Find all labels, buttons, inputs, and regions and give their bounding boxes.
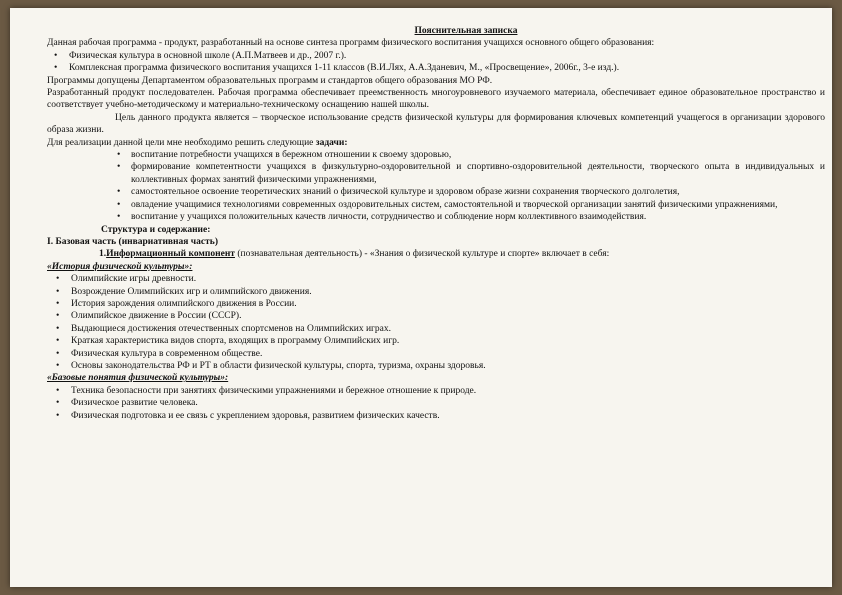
document-content <box>47 25 825 422</box>
tasks-intro <box>47 137 825 149</box>
list-item: • Техника безопасности при занятиях физическими упражнениями и бережное отношение к природе. <box>51 385 825 397</box>
basics-heading: «Базовые понятия физической культуры»: <box>47 373 229 384</box>
list-item: • Краткая характеристика видов спорта, входящих в программу Олимпийских игр. <box>51 335 825 347</box>
component-description: (познавательная деятельность) - «Знания о физической культуре и спорте» включает в себя: <box>234 249 610 260</box>
list-item: • Физическая культура в основной школе (А.П.Матвеев и др., 2007 г.). <box>47 50 825 62</box>
tasks-list <box>113 149 825 223</box>
tasks-intro-keyword: задачи: <box>315 137 348 148</box>
structure-heading: Структура и содержание: <box>101 224 211 235</box>
component-paragraph <box>47 248 825 260</box>
intro-paragraph: Данная рабочая программа - продукт, разработанный на основе синтеза программ физического воспитания учащихся основного общего образования: <box>47 38 655 49</box>
list-item: • Олимпийские игры древности. <box>51 273 825 285</box>
developed-paragraph: Разработанный продукт последователен. Рабочая программа обеспечивает преемственность многоуровневого изучаемого материала, обеспечивает единое образовательное пространство и соответствует учебно-методическому и материально-техническому оснащению нашей школы. <box>47 88 825 111</box>
approved-paragraph: Программы допущены Департаментом образовательных программ и стандартов общего образования МО РФ. <box>47 75 493 86</box>
component-name: Информационный компонент <box>106 249 235 260</box>
list-item: • История зарождения олимпийского движения в России. <box>51 298 825 310</box>
list-item: • воспитание у учащихся положительных качеств личности, сотрудничество и соблюдение норм коллективного взаимодействия. <box>113 211 825 223</box>
list-item: • Физическая подготовка и ее связь с укреплением здоровья, развитием физических качеств. <box>51 410 825 422</box>
list-item: • воспитание потребности учащихся в бережном отношении к своему здоровью, <box>113 149 825 161</box>
component-number: 1. <box>99 249 107 260</box>
basics-list <box>51 385 825 422</box>
history-list <box>51 273 825 372</box>
list-item: • Комплексная программа физического воспитания учащихся 1-11 классов (В.И.Лях, А.А.Зданевич, М., «Просвещение», 2006г., 3-е изд.). <box>47 62 825 74</box>
list-item: • самостоятельное освоение теоретических знаний о физической культуре и здоровом образе жизни сохранения творческого долголетия, <box>113 186 825 198</box>
list-item: • формирование компетентности учащихся в физкультурно-оздоровительной и спортивно-оздоровительной деятельности, творческого опыта в индивидуальных и коллективных формах занятий физическими упражнениями, <box>113 161 825 186</box>
document-page <box>10 8 832 587</box>
goal-paragraph: Цель данного продукта является – творческое использование средств физической культуры для формирования ключевых компетенций учащегося в организации здорового образа жизни. <box>47 112 825 136</box>
list-item: • Физическая культура в современном обществе. <box>51 348 825 360</box>
part1-heading: I. Базовая часть (инвариативная часть) <box>47 236 218 247</box>
list-item: • Основы законодательства РФ и РТ в области физической культуры, спорта, туризма, охраны здоровья. <box>51 360 825 372</box>
list-item: • Олимпийское движение в России (СССР). <box>51 310 825 322</box>
list-item: • Возрождение Олимпийских игр и олимпийского движения. <box>51 286 825 298</box>
list-item: • овладение учащимися технологиями современных оздоровительных систем, самостоятельной и творческой организации занятий физическими упражнениями, <box>113 199 825 211</box>
sources-list <box>47 50 825 75</box>
list-item: • Выдающиеся достижения отечественных спортсменов на Олимпийских играх. <box>51 323 825 335</box>
history-heading: «История физической культуры»: <box>47 261 193 272</box>
list-item: • Физическое развитие человека. <box>51 397 825 409</box>
document-title: Пояснительная записка <box>414 26 518 36</box>
tasks-intro-text: Для реализации данной цели мне необходимо решить следующие <box>47 137 316 148</box>
